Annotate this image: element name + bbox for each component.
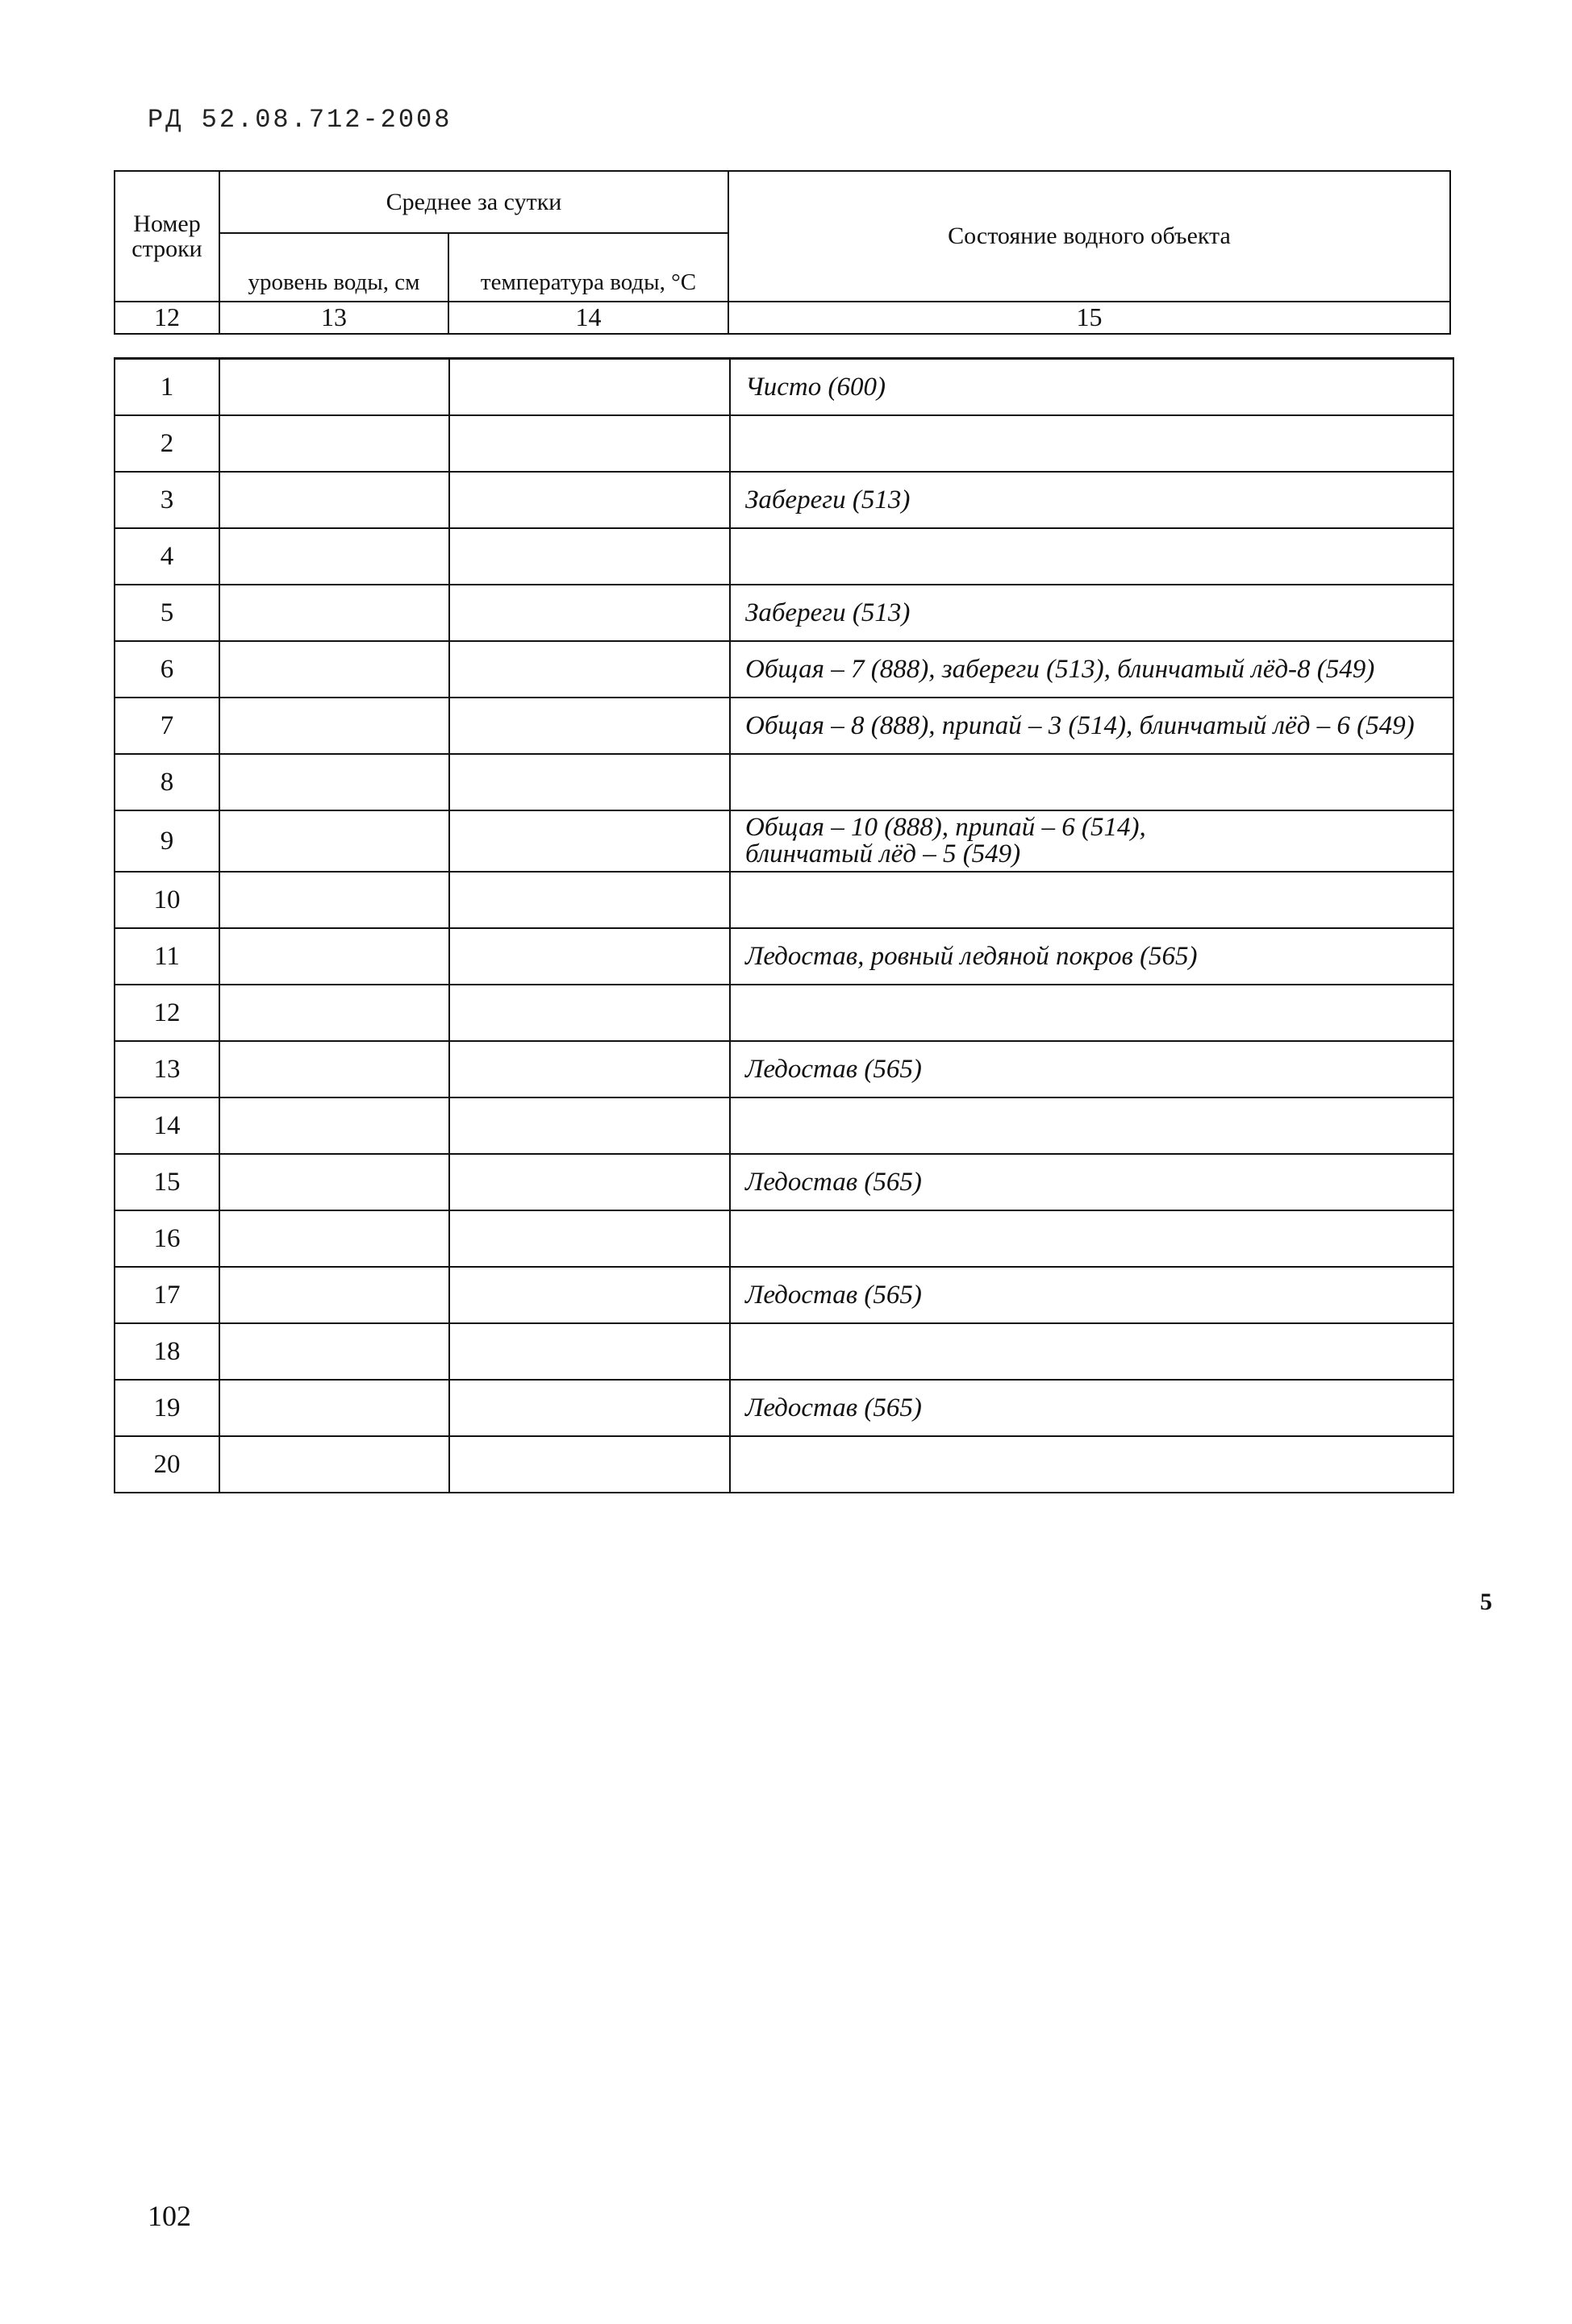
water-level-cell bbox=[219, 698, 449, 754]
row-number: 3 bbox=[115, 472, 219, 528]
water-temp-cell bbox=[449, 472, 730, 528]
table-row bbox=[115, 472, 1453, 528]
water-level-cell bbox=[219, 415, 449, 472]
water-temp-cell bbox=[449, 754, 730, 810]
document-code: РД 52.08.712-2008 bbox=[148, 105, 452, 135]
water-temp-cell bbox=[449, 872, 730, 928]
water-state-cell: Ледостав (565) bbox=[730, 1380, 1453, 1436]
water-temp-cell bbox=[449, 1380, 730, 1436]
column-number: 14 bbox=[448, 302, 728, 334]
table-row bbox=[115, 1041, 1453, 1097]
table-row bbox=[115, 754, 1453, 810]
water-temp-cell bbox=[449, 1097, 730, 1154]
table-row bbox=[115, 641, 1453, 698]
water-state-cell: Забереги (513) bbox=[730, 585, 1453, 641]
table-row bbox=[115, 415, 1453, 472]
water-temp-cell bbox=[449, 528, 730, 585]
water-level-cell bbox=[219, 1380, 449, 1436]
water-state-cell: Ледостав (565) bbox=[730, 1154, 1453, 1210]
table-row bbox=[115, 872, 1453, 928]
water-level-cell bbox=[219, 810, 449, 872]
water-level-cell bbox=[219, 641, 449, 698]
column-number: 15 bbox=[728, 302, 1450, 334]
table-row bbox=[115, 928, 1453, 985]
water-temp-cell bbox=[449, 1210, 730, 1267]
water-temp-cell bbox=[449, 1323, 730, 1380]
table-row bbox=[115, 528, 1453, 585]
row-number: 7 bbox=[115, 698, 219, 754]
water-state-cell bbox=[730, 985, 1453, 1041]
row-number: 12 bbox=[115, 985, 219, 1041]
water-state-cell bbox=[730, 1210, 1453, 1267]
water-level-cell bbox=[219, 1097, 449, 1154]
water-level-cell bbox=[219, 1323, 449, 1380]
margin-number: 5 bbox=[1480, 1589, 1492, 1615]
water-level-cell bbox=[219, 1436, 449, 1493]
water-level-cell bbox=[219, 1267, 449, 1323]
water-temp-cell bbox=[449, 1041, 730, 1097]
water-temp-header: температура воды, °С bbox=[448, 233, 728, 302]
water-state-cell: Ледостав, ровный ледяной покров (565) bbox=[730, 928, 1453, 985]
row-number: 10 bbox=[115, 872, 219, 928]
water-state-cell bbox=[730, 872, 1453, 928]
water-state-cell bbox=[730, 754, 1453, 810]
row-number: 14 bbox=[115, 1097, 219, 1154]
row-number-header: Номер строки bbox=[115, 171, 219, 302]
observations-table bbox=[114, 357, 1454, 1493]
water-state-cell bbox=[730, 415, 1453, 472]
water-state-cell: Общая – 8 (888), припай – 3 (514), блинчатый лёд – 6 (549) bbox=[730, 698, 1453, 754]
water-state-cell bbox=[730, 810, 1453, 872]
water-level-cell bbox=[219, 1041, 449, 1097]
table-row bbox=[115, 1267, 1453, 1323]
water-temp-cell bbox=[449, 359, 730, 416]
table-row bbox=[115, 1380, 1453, 1436]
daily-average-header: Среднее за сутки bbox=[219, 171, 728, 233]
table-row bbox=[115, 1436, 1453, 1493]
water-temp-cell bbox=[449, 985, 730, 1041]
table-row bbox=[115, 1323, 1453, 1380]
water-temp-cell bbox=[449, 641, 730, 698]
row-number: 6 bbox=[115, 641, 219, 698]
water-level-cell bbox=[219, 985, 449, 1041]
water-level-cell bbox=[219, 585, 449, 641]
water-level-header: уровень воды, см bbox=[219, 233, 448, 302]
table-header bbox=[114, 170, 1451, 335]
water-state-cell: Ледостав (565) bbox=[730, 1041, 1453, 1097]
table-row bbox=[115, 1154, 1453, 1210]
page-number: 102 bbox=[148, 2200, 191, 2232]
row-number: 19 bbox=[115, 1380, 219, 1436]
water-level-cell bbox=[219, 872, 449, 928]
water-temp-cell bbox=[449, 1154, 730, 1210]
water-level-cell bbox=[219, 528, 449, 585]
row-number: 9 bbox=[115, 810, 219, 872]
row-number: 8 bbox=[115, 754, 219, 810]
water-state-line: Общая – 10 (888), припай – 6 (514), bbox=[745, 813, 1146, 842]
row-number: 18 bbox=[115, 1323, 219, 1380]
row-number: 11 bbox=[115, 928, 219, 985]
column-number: 12 bbox=[115, 302, 219, 334]
table-row bbox=[115, 1210, 1453, 1267]
row-number: 16 bbox=[115, 1210, 219, 1267]
water-state-cell bbox=[730, 1323, 1453, 1380]
row-number: 20 bbox=[115, 1436, 219, 1493]
water-state-header: Состояние водного объекта bbox=[728, 171, 1450, 302]
table-row bbox=[115, 698, 1453, 754]
water-state-cell: Ледостав (565) bbox=[730, 1267, 1453, 1323]
water-state-cell: Чисто (600) bbox=[730, 359, 1453, 416]
water-temp-cell bbox=[449, 810, 730, 872]
water-level-cell bbox=[219, 1154, 449, 1210]
water-level-cell bbox=[219, 472, 449, 528]
water-level-cell bbox=[219, 754, 449, 810]
water-temp-cell bbox=[449, 1436, 730, 1493]
row-number: 15 bbox=[115, 1154, 219, 1210]
row-number: 1 bbox=[115, 359, 219, 416]
row-number: 5 bbox=[115, 585, 219, 641]
water-temp-cell bbox=[449, 698, 730, 754]
water-level-cell bbox=[219, 1210, 449, 1267]
table-row bbox=[115, 810, 1453, 872]
water-temp-cell bbox=[449, 928, 730, 985]
water-level-cell bbox=[219, 928, 449, 985]
water-state-cell bbox=[730, 528, 1453, 585]
table-row bbox=[115, 359, 1453, 416]
column-number: 13 bbox=[219, 302, 448, 334]
water-state-cell: Забереги (513) bbox=[730, 472, 1453, 528]
water-state-cell: Общая – 7 (888), забереги (513), блинчатый лёд-8 (549) bbox=[730, 641, 1453, 698]
water-temp-cell bbox=[449, 585, 730, 641]
water-temp-cell bbox=[449, 1267, 730, 1323]
water-state-line: блинчатый лёд – 5 (549) bbox=[745, 839, 1021, 868]
water-temp-cell bbox=[449, 415, 730, 472]
row-number: 17 bbox=[115, 1267, 219, 1323]
water-state-cell bbox=[730, 1436, 1453, 1493]
water-level-cell bbox=[219, 359, 449, 416]
row-number: 2 bbox=[115, 415, 219, 472]
table-row bbox=[115, 985, 1453, 1041]
row-number: 13 bbox=[115, 1041, 219, 1097]
table-row bbox=[115, 585, 1453, 641]
water-state-cell bbox=[730, 1097, 1453, 1154]
table-row bbox=[115, 1097, 1453, 1154]
row-number: 4 bbox=[115, 528, 219, 585]
